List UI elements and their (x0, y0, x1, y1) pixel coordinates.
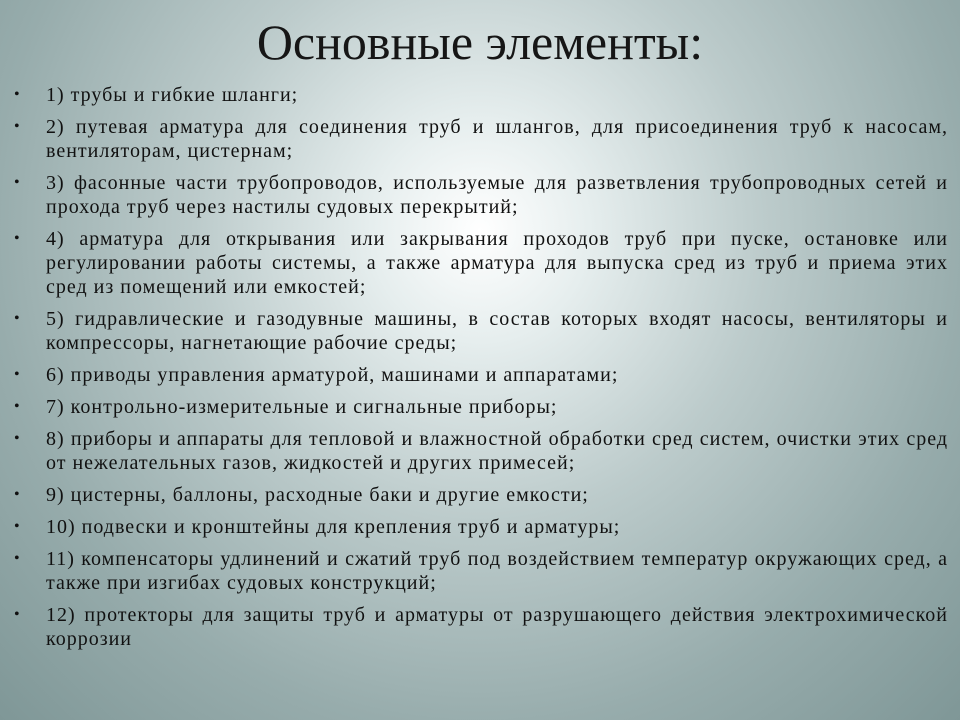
bullet-icon: • (14, 606, 21, 623)
bullet-icon: • (14, 366, 21, 383)
list-item-text: 11) компенсаторы удлинений и сжатий труб под воздействием температур окружающих сред, а также при изгибах судовых конструкций; (46, 548, 948, 594)
list-item (0, 307, 960, 355)
list-item (0, 363, 960, 387)
list-item-text: 7) контрольно-измерительные и сигнальные приборы; (46, 396, 558, 418)
bullet-icon: • (14, 398, 21, 415)
list-item (0, 171, 960, 219)
list-item (0, 547, 960, 595)
list-item-text: 5) гидравлические и газодувные машины, в состав которых входят насосы, вентиляторы и компрессоры, нагнетающие рабочие среды; (46, 308, 948, 354)
bullet-list (0, 83, 960, 659)
bullet-icon: • (14, 550, 21, 567)
list-item-text: 6) приводы управления арматурой, машинами и аппаратами; (46, 364, 619, 386)
bullet-icon: • (14, 430, 21, 447)
list-item-text: 3) фасонные части трубопроводов, используемые для разветвления трубопроводных сетей и прохода труб через настилы судовых перекрытий; (46, 172, 948, 218)
list-item (0, 603, 960, 651)
list-item (0, 227, 960, 299)
list-item-text: 10) подвески и кронштейны для крепления труб и арматуры; (46, 516, 621, 538)
bullet-icon: • (14, 230, 21, 247)
list-item-text: 9) цистерны, баллоны, расходные баки и другие емкости; (46, 484, 589, 506)
list-item-text: 4) арматура для открывания или закрывания проходов труб при пуске, остановке или регулировании работы системы, а также арматура для выпуска сред из труб и приема этих сред из помещений или емкостей; (46, 228, 948, 298)
bullet-icon: • (14, 118, 21, 135)
bullet-icon: • (14, 174, 21, 191)
bullet-icon: • (14, 86, 21, 103)
list-item (0, 83, 960, 107)
list-item (0, 427, 960, 475)
bullet-icon: • (14, 486, 21, 503)
list-item-text: 8) приборы и аппараты для тепловой и влажностной обработки сред систем, очистки этих сред от нежелательных газов, жидкостей и других примесей; (46, 428, 948, 474)
list-item (0, 483, 960, 507)
slide-title: Основные элементы: (256, 14, 704, 70)
list-item-text: 1) трубы и гибкие шланги; (46, 84, 299, 106)
list-item (0, 115, 960, 163)
bullet-icon: • (14, 518, 21, 535)
bullet-icon: • (14, 310, 21, 327)
list-item-text: 2) путевая арматура для соединения труб и шлангов, для присоединения труб к насосам, вентиляторам, цистернам; (46, 116, 948, 162)
list-item (0, 515, 960, 539)
list-item (0, 395, 960, 419)
list-item-text: 12) протекторы для защиты труб и арматуры от разрушающего действия электрохимической коррозии (46, 604, 948, 650)
